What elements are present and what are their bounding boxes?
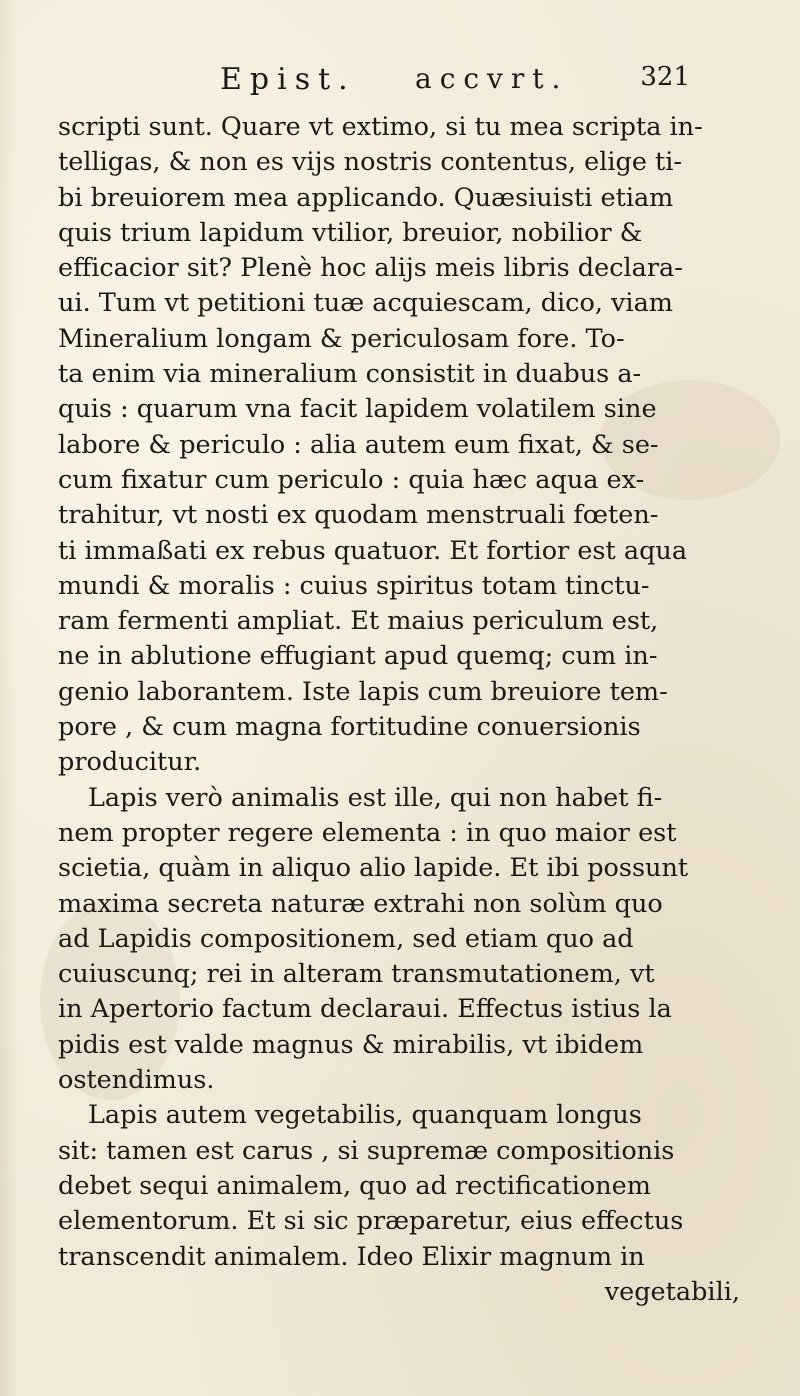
text-line: ad Lapidis compositionem, sed etiam quo ad bbox=[58, 923, 634, 954]
text-line: labore & periculo : alia autem eum fixat, & se- bbox=[58, 429, 659, 460]
text-line: telligas, & non es vijs nostris contentus, elige ti- bbox=[58, 147, 683, 178]
page-number: 321 bbox=[640, 62, 690, 92]
text-line: cum fixatur cum periculo : quia hæc aqua ex- bbox=[58, 464, 645, 495]
text-line: cuiuscunq; rei in alteram transmutationem, vt bbox=[58, 959, 655, 990]
running-header bbox=[220, 62, 690, 102]
text-line: maxima secreta naturæ extrahi non solùm quo bbox=[58, 888, 663, 919]
paragraph-start-line: Lapis verò animalis est ille, qui non habet fi- bbox=[88, 782, 663, 813]
text-line: debet sequi animalem, quo ad rectificationem bbox=[58, 1170, 651, 1201]
text-line: sit: tamen est carus , si supremæ compositionis bbox=[58, 1135, 675, 1166]
header-center: accvrt. bbox=[415, 62, 569, 95]
text-line: ta enim via mineralium consistit in duabus a- bbox=[58, 359, 642, 390]
text-line: efficacior sit? Plenè hoc alijs meis libris declara- bbox=[58, 253, 683, 284]
text-line: scripti sunt. Quare vt extimo, si tu mea scripta in- bbox=[58, 112, 703, 142]
text-line: nem propter regere elementa : in quo maior est bbox=[58, 817, 677, 848]
catchword-line: vegetabili, bbox=[604, 1276, 740, 1307]
text-line: ostendimus. bbox=[58, 1065, 215, 1096]
text-line: quis trium lapidum vtilior, breuior, nobilior & bbox=[58, 217, 643, 248]
text-line: producitur. bbox=[58, 747, 202, 778]
text-line: ram fermenti ampliat. Et maius periculum est, bbox=[58, 606, 659, 637]
text-line: mundi & moralis : cuius spiritus totam tinctu- bbox=[58, 570, 650, 601]
text-line: elementorum. Et si sic præparetur, eius effectus bbox=[58, 1206, 684, 1237]
text-line: quis : quarum vna facit lapidem volatilem sine bbox=[58, 394, 657, 425]
text-line: ui. Tum vt petitioni tuæ acquiescam, dico, viam bbox=[58, 288, 673, 319]
text-line: trahitur, vt nosti ex quodam menstruali fœten- bbox=[58, 500, 659, 531]
header-left: Epist. bbox=[220, 62, 356, 97]
text-line: ti immaßati ex rebus quatuor. Et fortior est aqua bbox=[58, 535, 688, 566]
text-line: scietia, quàm in aliquo alio lapide. Et ibi possunt bbox=[58, 853, 689, 884]
text-line: pidis est valde magnus & mirabilis, vt ibidem bbox=[58, 1029, 644, 1060]
text-line: Mineralium longam & periculosam fore. To- bbox=[58, 323, 625, 354]
text-line: in Apertorio factum declaraui. Effectus istius la bbox=[58, 994, 672, 1025]
text-line: genio laborantem. Iste lapis cum breuiore tem- bbox=[58, 676, 668, 707]
text-line: bi breuiorem mea applicando. Quæsiuisti etiam bbox=[58, 182, 674, 213]
text-line: ne in ablutione effugiant apud quemq; cum in- bbox=[58, 641, 658, 672]
body-text bbox=[58, 110, 778, 1310]
text-line: pore , & cum magna fortitudine conuersionis bbox=[58, 712, 641, 743]
paragraph-start-line: Lapis autem vegetabilis, quanquam longus bbox=[88, 1100, 642, 1131]
text-line: transcendit animalem. Ideo Elixir magnum in bbox=[58, 1241, 645, 1272]
